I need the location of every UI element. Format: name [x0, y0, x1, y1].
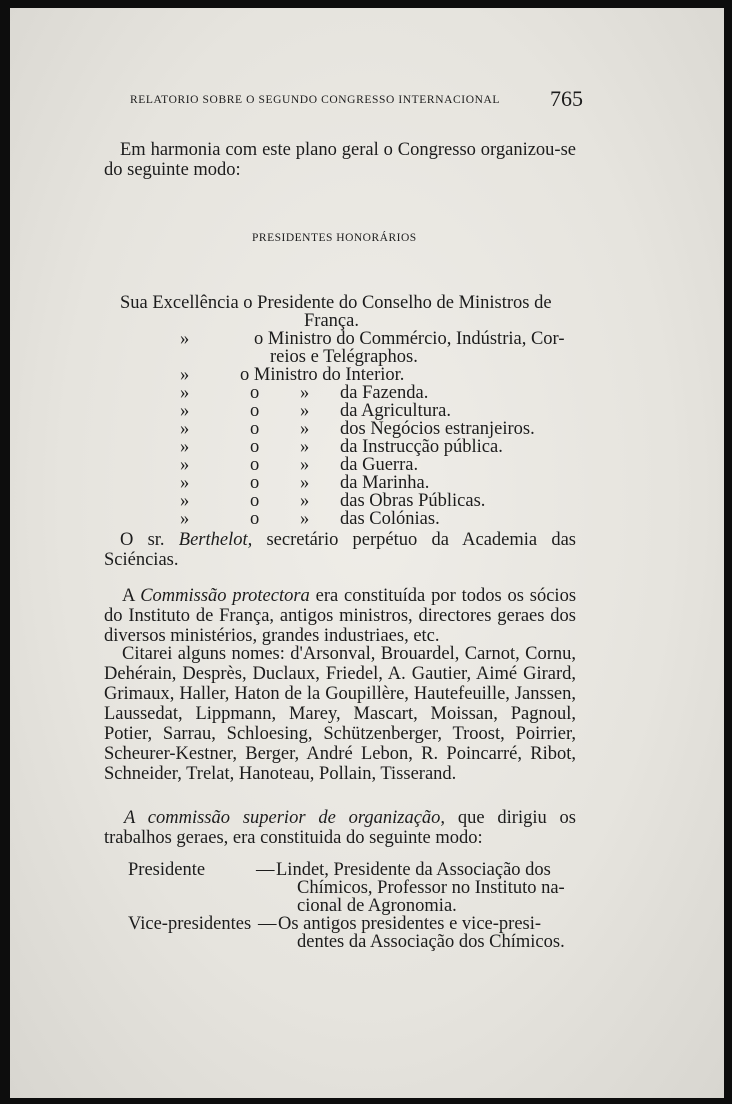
- office-text: Presidente do Conselho de Ministros de: [257, 293, 552, 313]
- officer-description: Lindet, Presidente da Associação dos: [276, 860, 551, 880]
- ministry-name: das Colónias.: [340, 509, 440, 529]
- article: o: [250, 437, 260, 457]
- officer-role: Presidente: [128, 860, 206, 880]
- ministry-name: da Guerra.: [340, 455, 419, 475]
- names-paragraph: Citarei alguns nomes: d'Arsonval, Brouardel, Carnot, Cornu, Dehérain, Desprès, Duclaux, Friedel, A. Gautier, Aimé Girard, Grimaux, Haller, Haton de la Goupillère, Hautefeuille, Janssen, Laussedat, Lippmann, Marey, Mascart, Moissan, Pagnoul, Potier, Sarrau, Schloesing, Schützenberger, Troost, Poirrier, Scheurer-Kestner, Berger, André Lebon, R. Poincarré, Ribot, Schneider, Trelat, Hanoteau, Pollain, Tisserand.: [104, 644, 576, 784]
- ditto-mark: »: [300, 383, 310, 403]
- ditto-mark: »: [300, 437, 310, 457]
- article: o: [250, 473, 260, 493]
- officer-dash: —: [258, 914, 277, 934]
- ditto-mark: »: [180, 329, 190, 349]
- section-title: PRESIDENTES HONORÁRIOS: [252, 232, 417, 244]
- officer-description-cont: Chímicos, Professor no Instituto na-: [297, 878, 565, 898]
- ditto-mark: »: [180, 455, 190, 475]
- officer-description: Os antigos presidentes e vice-presi-: [278, 914, 542, 934]
- commission-title: A commissão superior de organização,: [124, 808, 446, 828]
- ditto-mark: »: [180, 365, 190, 385]
- page-number: 765: [550, 86, 583, 111]
- ditto-mark: »: [180, 419, 190, 439]
- article: o: [250, 455, 260, 475]
- berthelot-lead: O sr.: [120, 530, 165, 550]
- article: o: [250, 491, 260, 511]
- office-continuation: reios e Telégraphos.: [270, 347, 418, 367]
- ditto-mark: »: [180, 383, 190, 403]
- berthelot-text: secretário perpétuo da Academia das Sciéncias.: [104, 530, 577, 570]
- list-item: [120, 293, 552, 313]
- book-page: [10, 8, 724, 1098]
- commission-superior-paragraph: [104, 808, 576, 848]
- ditto-mark: »: [180, 491, 190, 511]
- ditto-mark: »: [180, 401, 190, 421]
- ditto-mark: »: [300, 491, 310, 511]
- article: o: [250, 401, 260, 421]
- article: o: [250, 419, 260, 439]
- paragraph-text: era constituída por todos os sócios do Instituto de França, antigos ministros, directores geraes dos diversos ministérios, grandes industriaes, etc.: [104, 586, 577, 646]
- commission-protectora-paragraph: [104, 586, 576, 646]
- paragraph-lead: A: [122, 586, 135, 606]
- ditto-mark: »: [300, 455, 310, 475]
- ditto-mark: »: [180, 437, 190, 457]
- article: o: [250, 383, 260, 403]
- ditto-mark: »: [300, 401, 310, 421]
- berthelot-name: Berthelot,: [178, 530, 253, 550]
- ditto-mark: »: [300, 419, 310, 439]
- ditto-mark: »: [180, 509, 190, 529]
- ditto-mark: »: [300, 509, 310, 529]
- ministry-name: da Instrucção pública.: [340, 437, 503, 457]
- ministry-name: da Fazenda.: [340, 383, 429, 403]
- ministry-name: da Agricultura.: [340, 401, 451, 421]
- office-continuation: França.: [304, 311, 359, 331]
- article: o: [250, 509, 260, 529]
- officer-description-cont: dentes da Associação dos Chímicos.: [297, 932, 565, 952]
- intro-paragraph: Em harmonia com este plano geral o Congresso organizou-se do seguinte modo:: [104, 140, 576, 180]
- ministry-name: da Marinha.: [340, 473, 430, 493]
- paragraph-text: que dirigiu os trabalhos geraes, era constituida do seguinte modo:: [104, 808, 576, 848]
- officer-role: Vice-presidentes: [128, 914, 252, 934]
- officer-dash: —: [256, 860, 275, 880]
- ministry-name: dos Negócios estranjeiros.: [340, 419, 535, 439]
- ministry-name: das Obras Públicas.: [340, 491, 486, 511]
- officer-description-cont: cional de Agronomia.: [297, 896, 457, 916]
- commission-title: Commissão protectora: [140, 586, 310, 606]
- running-head: RELATORIO SOBRE O SEGUNDO CONGRESSO INTERNACIONAL: [130, 94, 501, 106]
- ditto-mark: »: [300, 473, 310, 493]
- title-lead: Sua Excellência o: [120, 293, 253, 313]
- ditto-mark: »: [180, 473, 190, 493]
- berthelot-paragraph: [104, 530, 576, 570]
- office-text: o Ministro do Interior.: [240, 365, 405, 385]
- office-text: o Ministro do Commércio, Indústria, Cor-: [254, 329, 565, 349]
